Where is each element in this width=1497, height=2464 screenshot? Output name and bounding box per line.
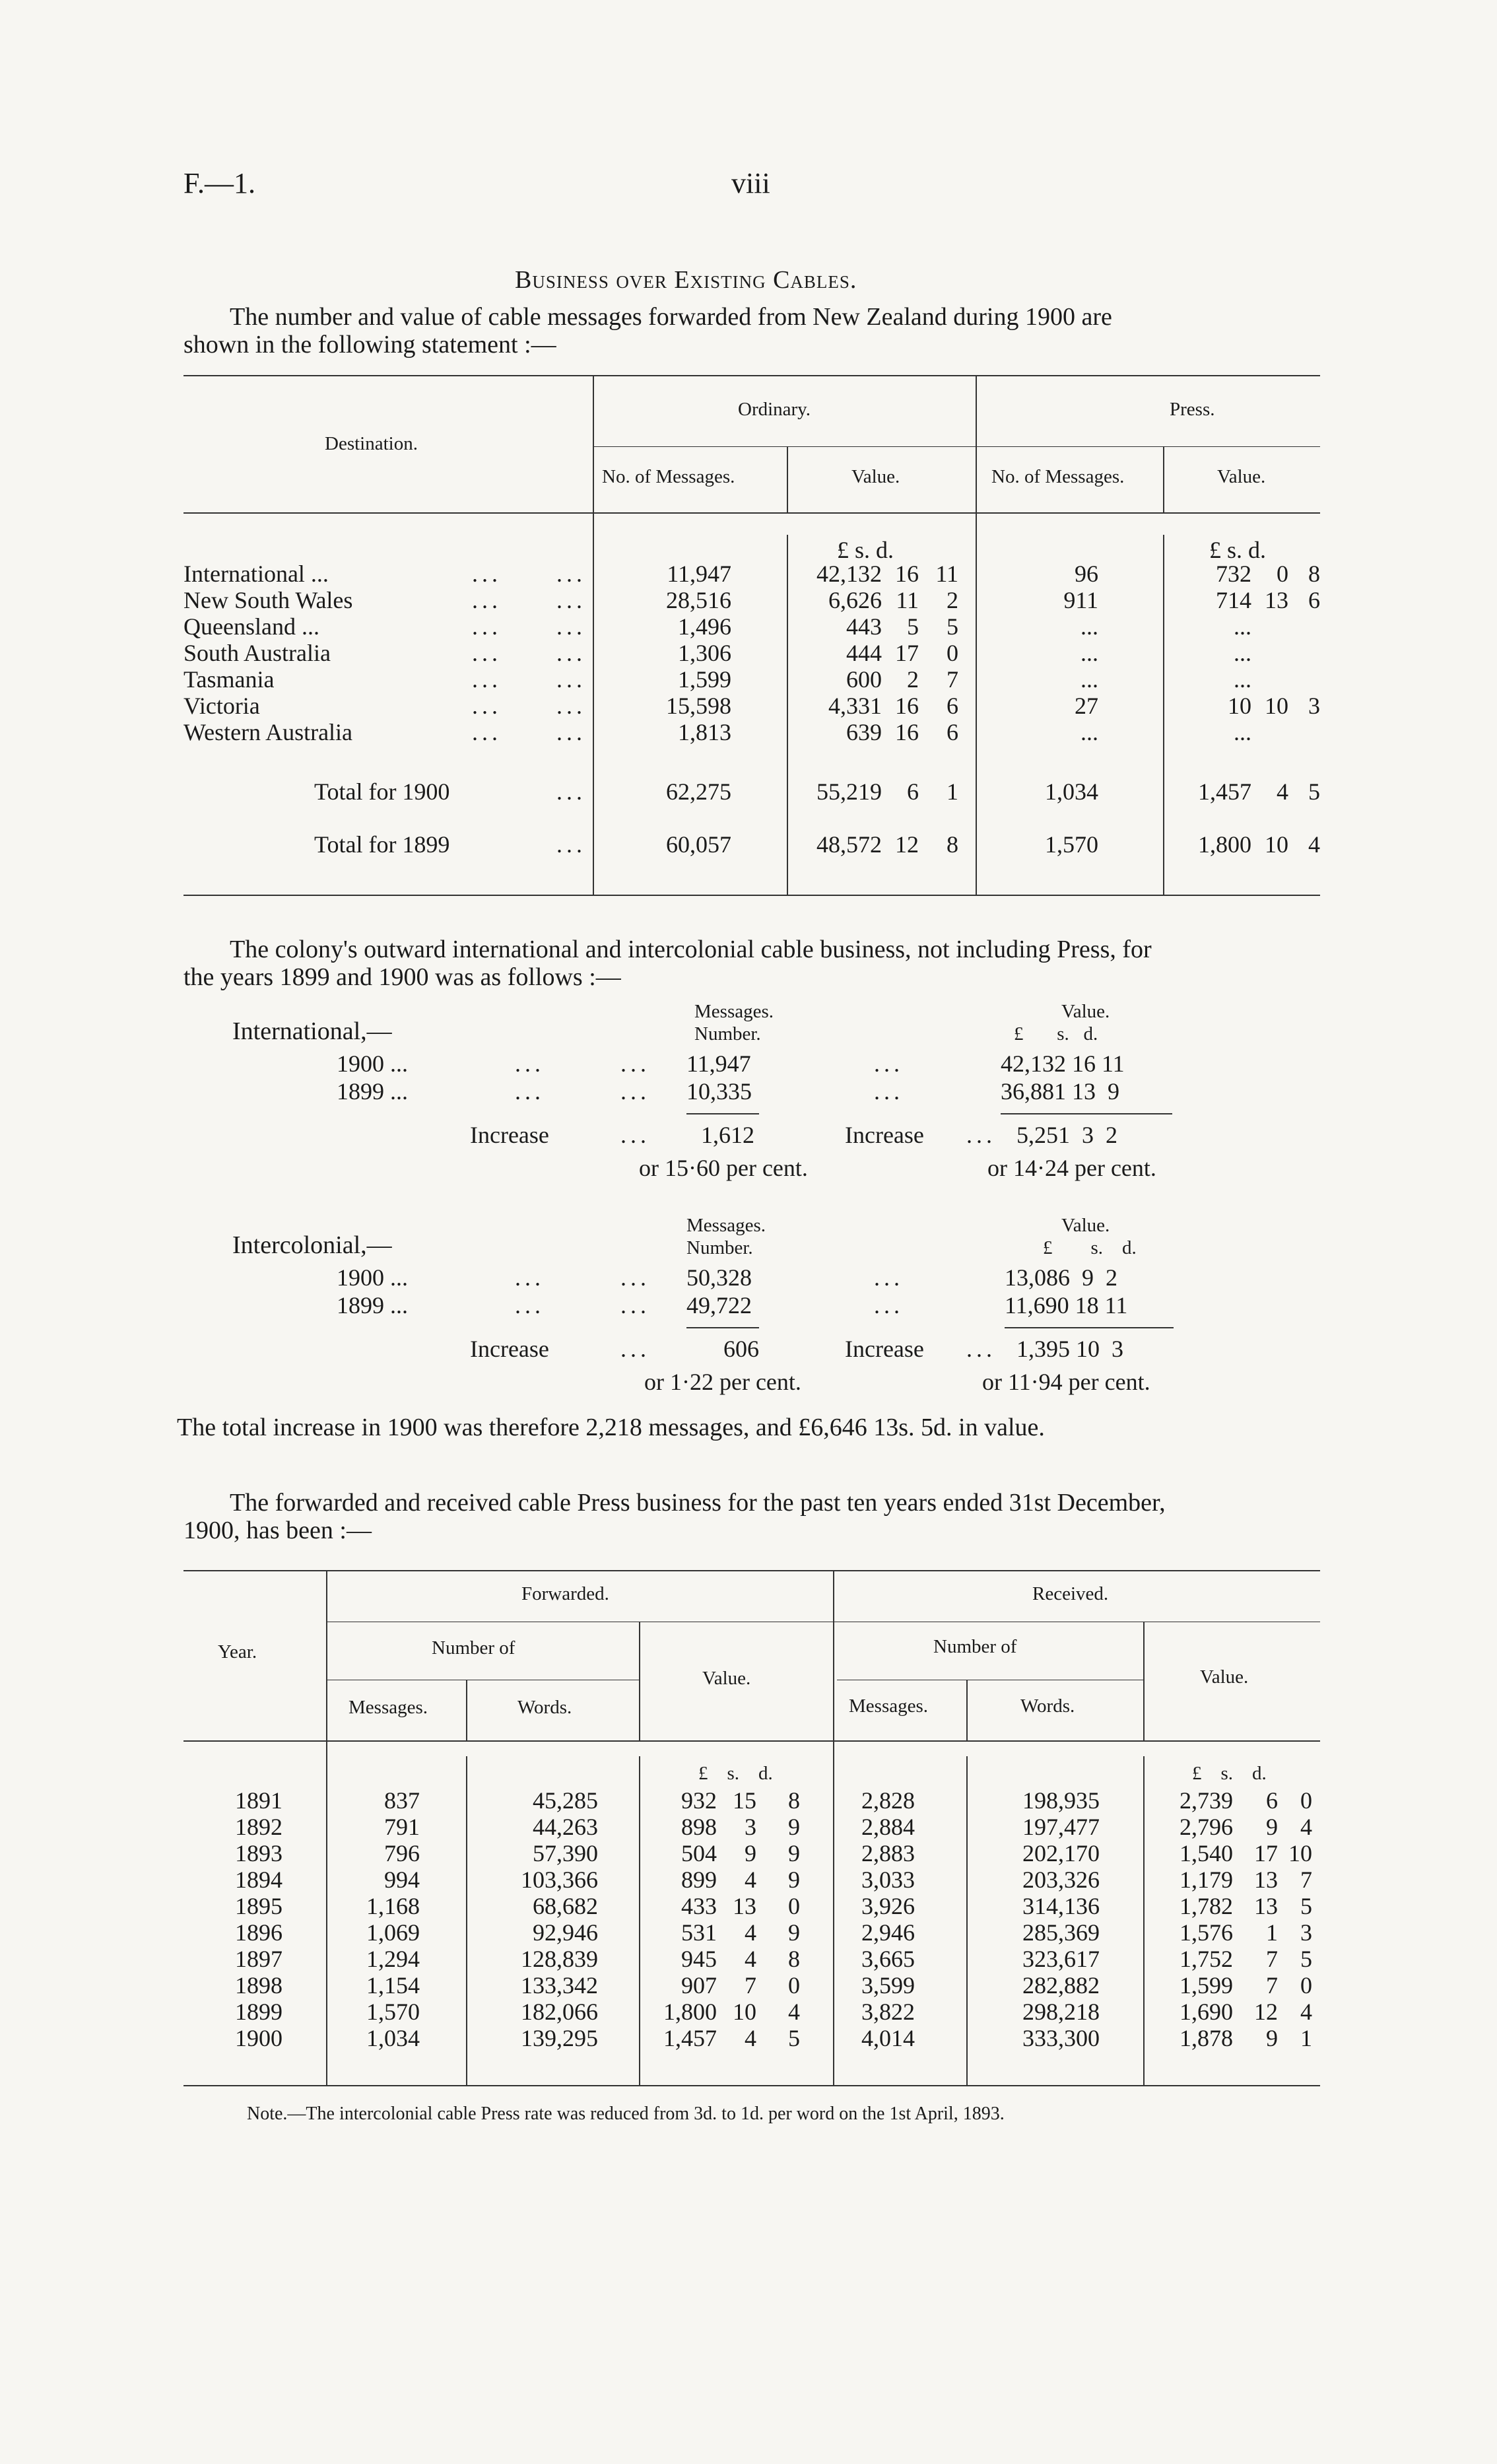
table-cell: ... xyxy=(472,587,502,613)
fwd-pence: 0 xyxy=(788,1893,800,1919)
th2-f-messages: Messages. xyxy=(349,1697,428,1718)
ord-pence: 11 xyxy=(935,561,958,587)
fwd-shillings: 4 xyxy=(745,1946,756,1972)
table-cell: ... xyxy=(472,613,502,640)
rcv-pounds: 1,540 xyxy=(1180,1840,1233,1866)
ord-pence: 2 xyxy=(947,587,958,613)
rcv-pence: 4 xyxy=(1300,1814,1312,1840)
fwd-messages: 1,034 xyxy=(366,2025,420,2051)
fwd-pounds: 504 xyxy=(681,1840,717,1866)
press-messages: ... xyxy=(1081,613,1098,640)
fwd-shillings: 7 xyxy=(745,1972,756,1999)
fwd-pence: 8 xyxy=(788,1787,800,1814)
table-cell: ... xyxy=(556,561,586,587)
interc-messages-head: Messages. xyxy=(686,1215,766,1236)
rcv-pence: 4 xyxy=(1300,1999,1312,2025)
ord-messages: 1,813 xyxy=(678,719,731,745)
ord-pence: 6 xyxy=(947,719,958,745)
row-year: 1896 xyxy=(235,1919,283,1946)
press-messages: ... xyxy=(1081,719,1098,745)
row-year: 1892 xyxy=(235,1814,283,1840)
press-shillings: 0 xyxy=(1277,561,1288,587)
para2-line-1: The colony's outward international and intercolonial cable business, not including Press, for xyxy=(230,936,1152,963)
page-ref: F.—1. xyxy=(183,167,255,199)
interc-increase-number: 606 xyxy=(723,1336,759,1362)
intl-increase-label-2: Increase xyxy=(845,1122,924,1148)
row-year: 1899 xyxy=(235,1999,283,2025)
rcv-pounds: 1,878 xyxy=(1180,2025,1233,2051)
ord-pence: 0 xyxy=(947,640,958,666)
interc-pct-value: or 11·94 per cent. xyxy=(982,1369,1150,1395)
rcv-words: 197,477 xyxy=(1022,1814,1100,1840)
fwd-shillings: 3 xyxy=(745,1814,756,1840)
table-cell: ... xyxy=(556,613,586,640)
fwd-pounds: 1,800 xyxy=(663,1999,717,2025)
total-press-pence: 4 xyxy=(1308,831,1320,858)
th2-received: Received. xyxy=(1032,1583,1109,1604)
table-cell: ... xyxy=(472,693,502,719)
press-messages: 96 xyxy=(1075,561,1098,587)
th2-forwarded: Forwarded. xyxy=(521,1583,609,1604)
table-cell: ... xyxy=(472,666,502,693)
row-year: 1898 xyxy=(235,1972,283,1999)
table-cell: ... xyxy=(472,640,502,666)
dest-label: Western Australia xyxy=(183,719,353,745)
ord-messages: 28,516 xyxy=(666,587,731,613)
dest-label: South Australia xyxy=(183,640,331,666)
rcv-words: 285,369 xyxy=(1022,1919,1100,1946)
fwd-pounds: 1,457 xyxy=(663,2025,717,2051)
rcv-pence: 10 xyxy=(1288,1840,1312,1866)
intl-messages-head: Messages. xyxy=(694,1001,774,1022)
dest-label: International ... xyxy=(183,561,329,587)
fwd-pence: 4 xyxy=(788,1999,800,2025)
total-ord-pounds: 55,219 xyxy=(816,778,882,805)
th2-f-words: Words. xyxy=(517,1697,572,1718)
fwd-words: 68,682 xyxy=(533,1893,598,1919)
interc-label: Intercolonial,— xyxy=(232,1231,392,1259)
table-cell: ... xyxy=(472,561,502,587)
fwd-shillings: 15 xyxy=(733,1787,756,1814)
ord-pounds: 6,626 xyxy=(828,587,882,613)
press-pence: 6 xyxy=(1308,587,1320,613)
rcv-messages: 3,033 xyxy=(861,1866,915,1893)
fwd-shillings: 4 xyxy=(745,1866,756,1893)
total-increase: The total increase in 1900 was therefore 2,218 messages, and £6,646 13s. 5d. in value. xyxy=(177,1414,1045,1441)
fwd-messages: 1,069 xyxy=(366,1919,420,1946)
th2-r-number-of: Number of xyxy=(933,1636,1017,1657)
rcv-pence: 5 xyxy=(1300,1893,1312,1919)
rcv-shillings: 7 xyxy=(1266,1946,1278,1972)
ord-shillings: 16 xyxy=(895,693,919,719)
intl-number-1900: 11,947 xyxy=(686,1050,751,1077)
rcv-pounds: 1,599 xyxy=(1180,1972,1233,1999)
fwd-pence: 9 xyxy=(788,1814,800,1840)
fwd-messages: 1,570 xyxy=(366,1999,420,2025)
press-shillings: 10 xyxy=(1265,693,1288,719)
fwd-shillings: 9 xyxy=(745,1840,756,1866)
rcv-messages: 3,665 xyxy=(861,1946,915,1972)
table-cell: ... xyxy=(556,666,586,693)
interc-number-1899: 49,722 xyxy=(686,1292,752,1318)
interc-number-head: Number. xyxy=(686,1237,753,1258)
dest-label: New South Wales xyxy=(183,587,353,613)
table-cell: ... xyxy=(556,831,586,858)
fwd-pence: 8 xyxy=(788,1946,800,1972)
th-press-no-messages: No. of Messages. xyxy=(991,466,1125,487)
rcv-messages: 3,926 xyxy=(861,1893,915,1919)
ord-pounds: 443 xyxy=(846,613,882,640)
para2-line-2: the years 1899 and 1900 was as follows :— xyxy=(183,963,621,991)
interc-value-1899: 11,690 18 11 xyxy=(1005,1292,1128,1318)
ord-messages: 1,306 xyxy=(678,640,731,666)
fwd-pounds: 433 xyxy=(681,1893,717,1919)
intl-value-1900: 42,132 16 11 xyxy=(1001,1050,1125,1077)
fwd-messages: 1,168 xyxy=(366,1893,420,1919)
fwd-pence: 9 xyxy=(788,1866,800,1893)
fwd-words: 139,295 xyxy=(521,2025,598,2051)
page-number: viii xyxy=(731,167,770,199)
press-pounds: 714 xyxy=(1216,587,1251,613)
ord-pounds: 600 xyxy=(846,666,882,693)
para3-line-2: 1900, has been :— xyxy=(183,1517,372,1544)
rcv-messages: 3,599 xyxy=(861,1972,915,1999)
footnote: Note.—The intercolonial cable Press rate was reduced from 3d. to 1d. per word on the 1st April, 1893. xyxy=(247,2104,1005,2124)
ord-pence: 7 xyxy=(947,666,958,693)
th-press: Press. xyxy=(1170,399,1215,420)
rcv-words: 323,617 xyxy=(1022,1946,1100,1972)
rcv-pounds: 1,782 xyxy=(1180,1893,1233,1919)
th2-f-lsd: £ s. d. xyxy=(698,1763,773,1784)
row-year: 1897 xyxy=(235,1946,283,1972)
table-cell: ... xyxy=(556,587,586,613)
fwd-shillings: 4 xyxy=(745,1919,756,1946)
fwd-messages: 791 xyxy=(384,1814,420,1840)
intl-label: International,— xyxy=(232,1017,392,1045)
interc-year-1900: 1900 ... xyxy=(337,1264,408,1291)
press-pounds: 732 xyxy=(1216,561,1251,587)
interc-number-1900: 50,328 xyxy=(686,1264,752,1291)
interc-pct-number: or 1·22 per cent. xyxy=(644,1369,801,1395)
press-pence: 3 xyxy=(1308,693,1320,719)
th-ord-lsd: £ s. d. xyxy=(837,537,894,563)
rcv-words: 314,136 xyxy=(1022,1893,1100,1919)
row-year: 1893 xyxy=(235,1840,283,1866)
press-pounds: ... xyxy=(1234,666,1251,693)
intl-value-head: Value. xyxy=(1061,1001,1110,1022)
fwd-pence: 5 xyxy=(788,2025,800,2051)
rcv-pence: 5 xyxy=(1300,1946,1312,1972)
press-messages: ... xyxy=(1081,640,1098,666)
th-destination: Destination. xyxy=(325,433,418,454)
row-year: 1895 xyxy=(235,1893,283,1919)
th-ord-no-messages: No. of Messages. xyxy=(602,466,735,487)
total-ord-messages: 60,057 xyxy=(666,831,731,858)
total-press-messages: 1,034 xyxy=(1045,778,1098,805)
rcv-shillings: 9 xyxy=(1266,1814,1278,1840)
total-press-messages: 1,570 xyxy=(1045,831,1098,858)
rcv-pounds: 1,752 xyxy=(1180,1946,1233,1972)
intl-pct-value: or 14·24 per cent. xyxy=(987,1155,1156,1181)
fwd-pounds: 898 xyxy=(681,1814,717,1840)
rcv-messages: 3,822 xyxy=(861,1999,915,2025)
ord-shillings: 11 xyxy=(896,587,919,613)
rcv-pence: 7 xyxy=(1300,1866,1312,1893)
rcv-messages: 4,014 xyxy=(861,2025,915,2051)
fwd-pounds: 932 xyxy=(681,1787,717,1814)
ord-messages: 11,947 xyxy=(667,561,731,587)
rcv-words: 198,935 xyxy=(1022,1787,1100,1814)
th-press-lsd: £ s. d. xyxy=(1209,537,1267,563)
rcv-shillings: 17 xyxy=(1254,1840,1278,1866)
rcv-messages: 2,884 xyxy=(861,1814,915,1840)
th2-r-lsd: £ s. d. xyxy=(1192,1763,1267,1784)
fwd-shillings: 10 xyxy=(733,1999,756,2025)
interc-year-1899: 1899 ... xyxy=(337,1292,408,1318)
fwd-words: 57,390 xyxy=(533,1840,598,1866)
ord-messages: 15,598 xyxy=(666,693,731,719)
ord-messages: 1,496 xyxy=(678,613,731,640)
fwd-pounds: 531 xyxy=(681,1919,717,1946)
table-cell: ... xyxy=(556,693,586,719)
para3-line-1: The forwarded and received cable Press business for the past ten years ended 31st December, xyxy=(230,1489,1166,1517)
fwd-pence: 9 xyxy=(788,1840,800,1866)
th-ord-value: Value. xyxy=(851,466,900,487)
total-press-pounds: 1,800 xyxy=(1198,831,1251,858)
fwd-pounds: 907 xyxy=(681,1972,717,1999)
intl-pct-number: or 15·60 per cent. xyxy=(639,1155,808,1181)
rcv-words: 333,300 xyxy=(1022,2025,1100,2051)
interc-value-1900: 13,086 9 2 xyxy=(1005,1264,1117,1291)
interc-increase-value: 1,395 10 3 xyxy=(1016,1336,1123,1362)
interc-increase-label: Increase xyxy=(470,1336,549,1362)
rcv-pounds: 1,690 xyxy=(1180,1999,1233,2025)
interc-increase-label-2: Increase xyxy=(845,1336,924,1362)
fwd-shillings: 13 xyxy=(733,1893,756,1919)
total-ord-pounds: 48,572 xyxy=(816,831,882,858)
rcv-pence: 1 xyxy=(1300,2025,1312,2051)
rcv-shillings: 9 xyxy=(1266,2025,1278,2051)
interc-lsd-head: £ s. d. xyxy=(1043,1237,1137,1258)
rcv-pence: 0 xyxy=(1300,1787,1312,1814)
rcv-words: 203,326 xyxy=(1022,1866,1100,1893)
fwd-pounds: 945 xyxy=(681,1946,717,1972)
table-cell: ... xyxy=(556,640,586,666)
rcv-messages: 2,946 xyxy=(861,1919,915,1946)
fwd-pence: 0 xyxy=(788,1972,800,1999)
press-messages: 27 xyxy=(1075,693,1098,719)
fwd-words: 92,946 xyxy=(533,1919,598,1946)
rcv-shillings: 13 xyxy=(1254,1893,1278,1919)
th2-year: Year. xyxy=(218,1641,257,1662)
intl-increase-value: 5,251 3 2 xyxy=(1016,1122,1117,1148)
rcv-messages: 2,828 xyxy=(861,1787,915,1814)
rcv-pence: 0 xyxy=(1300,1972,1312,1999)
rcv-pence: 3 xyxy=(1300,1919,1312,1946)
total-ord-messages: 62,275 xyxy=(666,778,731,805)
total-press-shillings: 10 xyxy=(1265,831,1288,858)
ord-messages: 1,599 xyxy=(678,666,731,693)
table-cell: ... xyxy=(556,778,586,805)
rcv-shillings: 7 xyxy=(1266,1972,1278,1999)
fwd-messages: 796 xyxy=(384,1840,420,1866)
fwd-words: 133,342 xyxy=(521,1972,598,1999)
ord-shillings: 16 xyxy=(895,561,919,587)
rcv-words: 298,218 xyxy=(1022,1999,1100,2025)
press-pounds: ... xyxy=(1234,640,1251,666)
rcv-words: 282,882 xyxy=(1022,1972,1100,1999)
rcv-words: 202,170 xyxy=(1022,1840,1100,1866)
rcv-pounds: 1,576 xyxy=(1180,1919,1233,1946)
fwd-messages: 994 xyxy=(384,1866,420,1893)
th2-f-number-of: Number of xyxy=(432,1637,516,1659)
ord-pence: 6 xyxy=(947,693,958,719)
ord-pounds: 42,132 xyxy=(816,561,882,587)
row-year: 1894 xyxy=(235,1866,283,1893)
rcv-shillings: 6 xyxy=(1266,1787,1278,1814)
fwd-words: 103,366 xyxy=(521,1866,598,1893)
intl-lsd-head: £ s. d. xyxy=(1014,1023,1098,1044)
ord-pounds: 639 xyxy=(846,719,882,745)
intl-year-1899: 1899 ... xyxy=(337,1078,408,1105)
total-ord-pence: 8 xyxy=(947,831,958,858)
rcv-shillings: 13 xyxy=(1254,1866,1278,1893)
total-press-shillings: 4 xyxy=(1277,778,1288,805)
intro-line-2: shown in the following statement :— xyxy=(183,331,556,359)
ord-pounds: 444 xyxy=(846,640,882,666)
row-year: 1900 xyxy=(235,2025,283,2051)
press-pounds: ... xyxy=(1234,719,1251,745)
fwd-words: 182,066 xyxy=(521,1999,598,2025)
fwd-pounds: 899 xyxy=(681,1866,717,1893)
th2-r-value: Value. xyxy=(1200,1666,1249,1688)
rcv-pounds: 1,179 xyxy=(1180,1866,1233,1893)
th-ordinary: Ordinary. xyxy=(738,399,811,420)
fwd-shillings: 4 xyxy=(745,2025,756,2051)
intl-increase-number: 1,612 xyxy=(701,1122,754,1148)
section-title: Business over Existing Cables. xyxy=(515,266,857,294)
th2-f-value: Value. xyxy=(702,1668,751,1689)
rcv-pounds: 2,739 xyxy=(1180,1787,1233,1814)
dest-label: Victoria xyxy=(183,693,260,719)
ord-pence: 5 xyxy=(947,613,958,640)
fwd-pence: 9 xyxy=(788,1919,800,1946)
fwd-words: 44,263 xyxy=(533,1814,598,1840)
intl-number-head: Number. xyxy=(694,1023,761,1044)
ord-shillings: 16 xyxy=(895,719,919,745)
fwd-messages: 837 xyxy=(384,1787,420,1814)
th-press-value: Value. xyxy=(1217,466,1266,487)
th2-r-words: Words. xyxy=(1020,1695,1075,1717)
press-messages: ... xyxy=(1081,666,1098,693)
rcv-shillings: 12 xyxy=(1254,1999,1278,2025)
intl-value-1899: 36,881 13 9 xyxy=(1001,1078,1119,1105)
fwd-messages: 1,154 xyxy=(366,1972,420,1999)
table-cell: ... xyxy=(556,719,586,745)
intl-increase-label: Increase xyxy=(470,1122,549,1148)
th2-r-messages: Messages. xyxy=(849,1695,929,1717)
ord-shillings: 17 xyxy=(895,640,919,666)
dest-label: Tasmania xyxy=(183,666,275,693)
fwd-words: 128,839 xyxy=(521,1946,598,1972)
total-ord-pence: 1 xyxy=(947,778,958,805)
total-label: Total for 1899 xyxy=(314,831,450,858)
ord-shillings: 2 xyxy=(907,666,919,693)
press-shillings: 13 xyxy=(1265,587,1288,613)
total-ord-shillings: 6 xyxy=(907,778,919,805)
press-messages: 911 xyxy=(1063,587,1098,613)
rcv-pounds: 2,796 xyxy=(1180,1814,1233,1840)
intro-line-1: The number and value of cable messages forwarded from New Zealand during 1900 are xyxy=(230,303,1112,331)
intl-year-1900: 1900 ... xyxy=(337,1050,408,1077)
ord-shillings: 5 xyxy=(907,613,919,640)
press-pounds: ... xyxy=(1234,613,1251,640)
rcv-messages: 2,883 xyxy=(861,1840,915,1866)
total-press-pounds: 1,457 xyxy=(1198,778,1251,805)
intl-number-1899: 10,335 xyxy=(686,1078,752,1105)
press-pounds: 10 xyxy=(1228,693,1251,719)
total-label: Total for 1900 xyxy=(314,778,450,805)
table-cell: ... xyxy=(472,719,502,745)
ord-pounds: 4,331 xyxy=(828,693,882,719)
row-year: 1891 xyxy=(235,1787,283,1814)
fwd-words: 45,285 xyxy=(533,1787,598,1814)
rcv-shillings: 1 xyxy=(1266,1919,1278,1946)
total-ord-shillings: 12 xyxy=(895,831,919,858)
dest-label: Queensland ... xyxy=(183,613,319,640)
total-press-pence: 5 xyxy=(1308,778,1320,805)
interc-value-head: Value. xyxy=(1061,1215,1110,1236)
press-pence: 8 xyxy=(1308,561,1320,587)
fwd-messages: 1,294 xyxy=(366,1946,420,1972)
